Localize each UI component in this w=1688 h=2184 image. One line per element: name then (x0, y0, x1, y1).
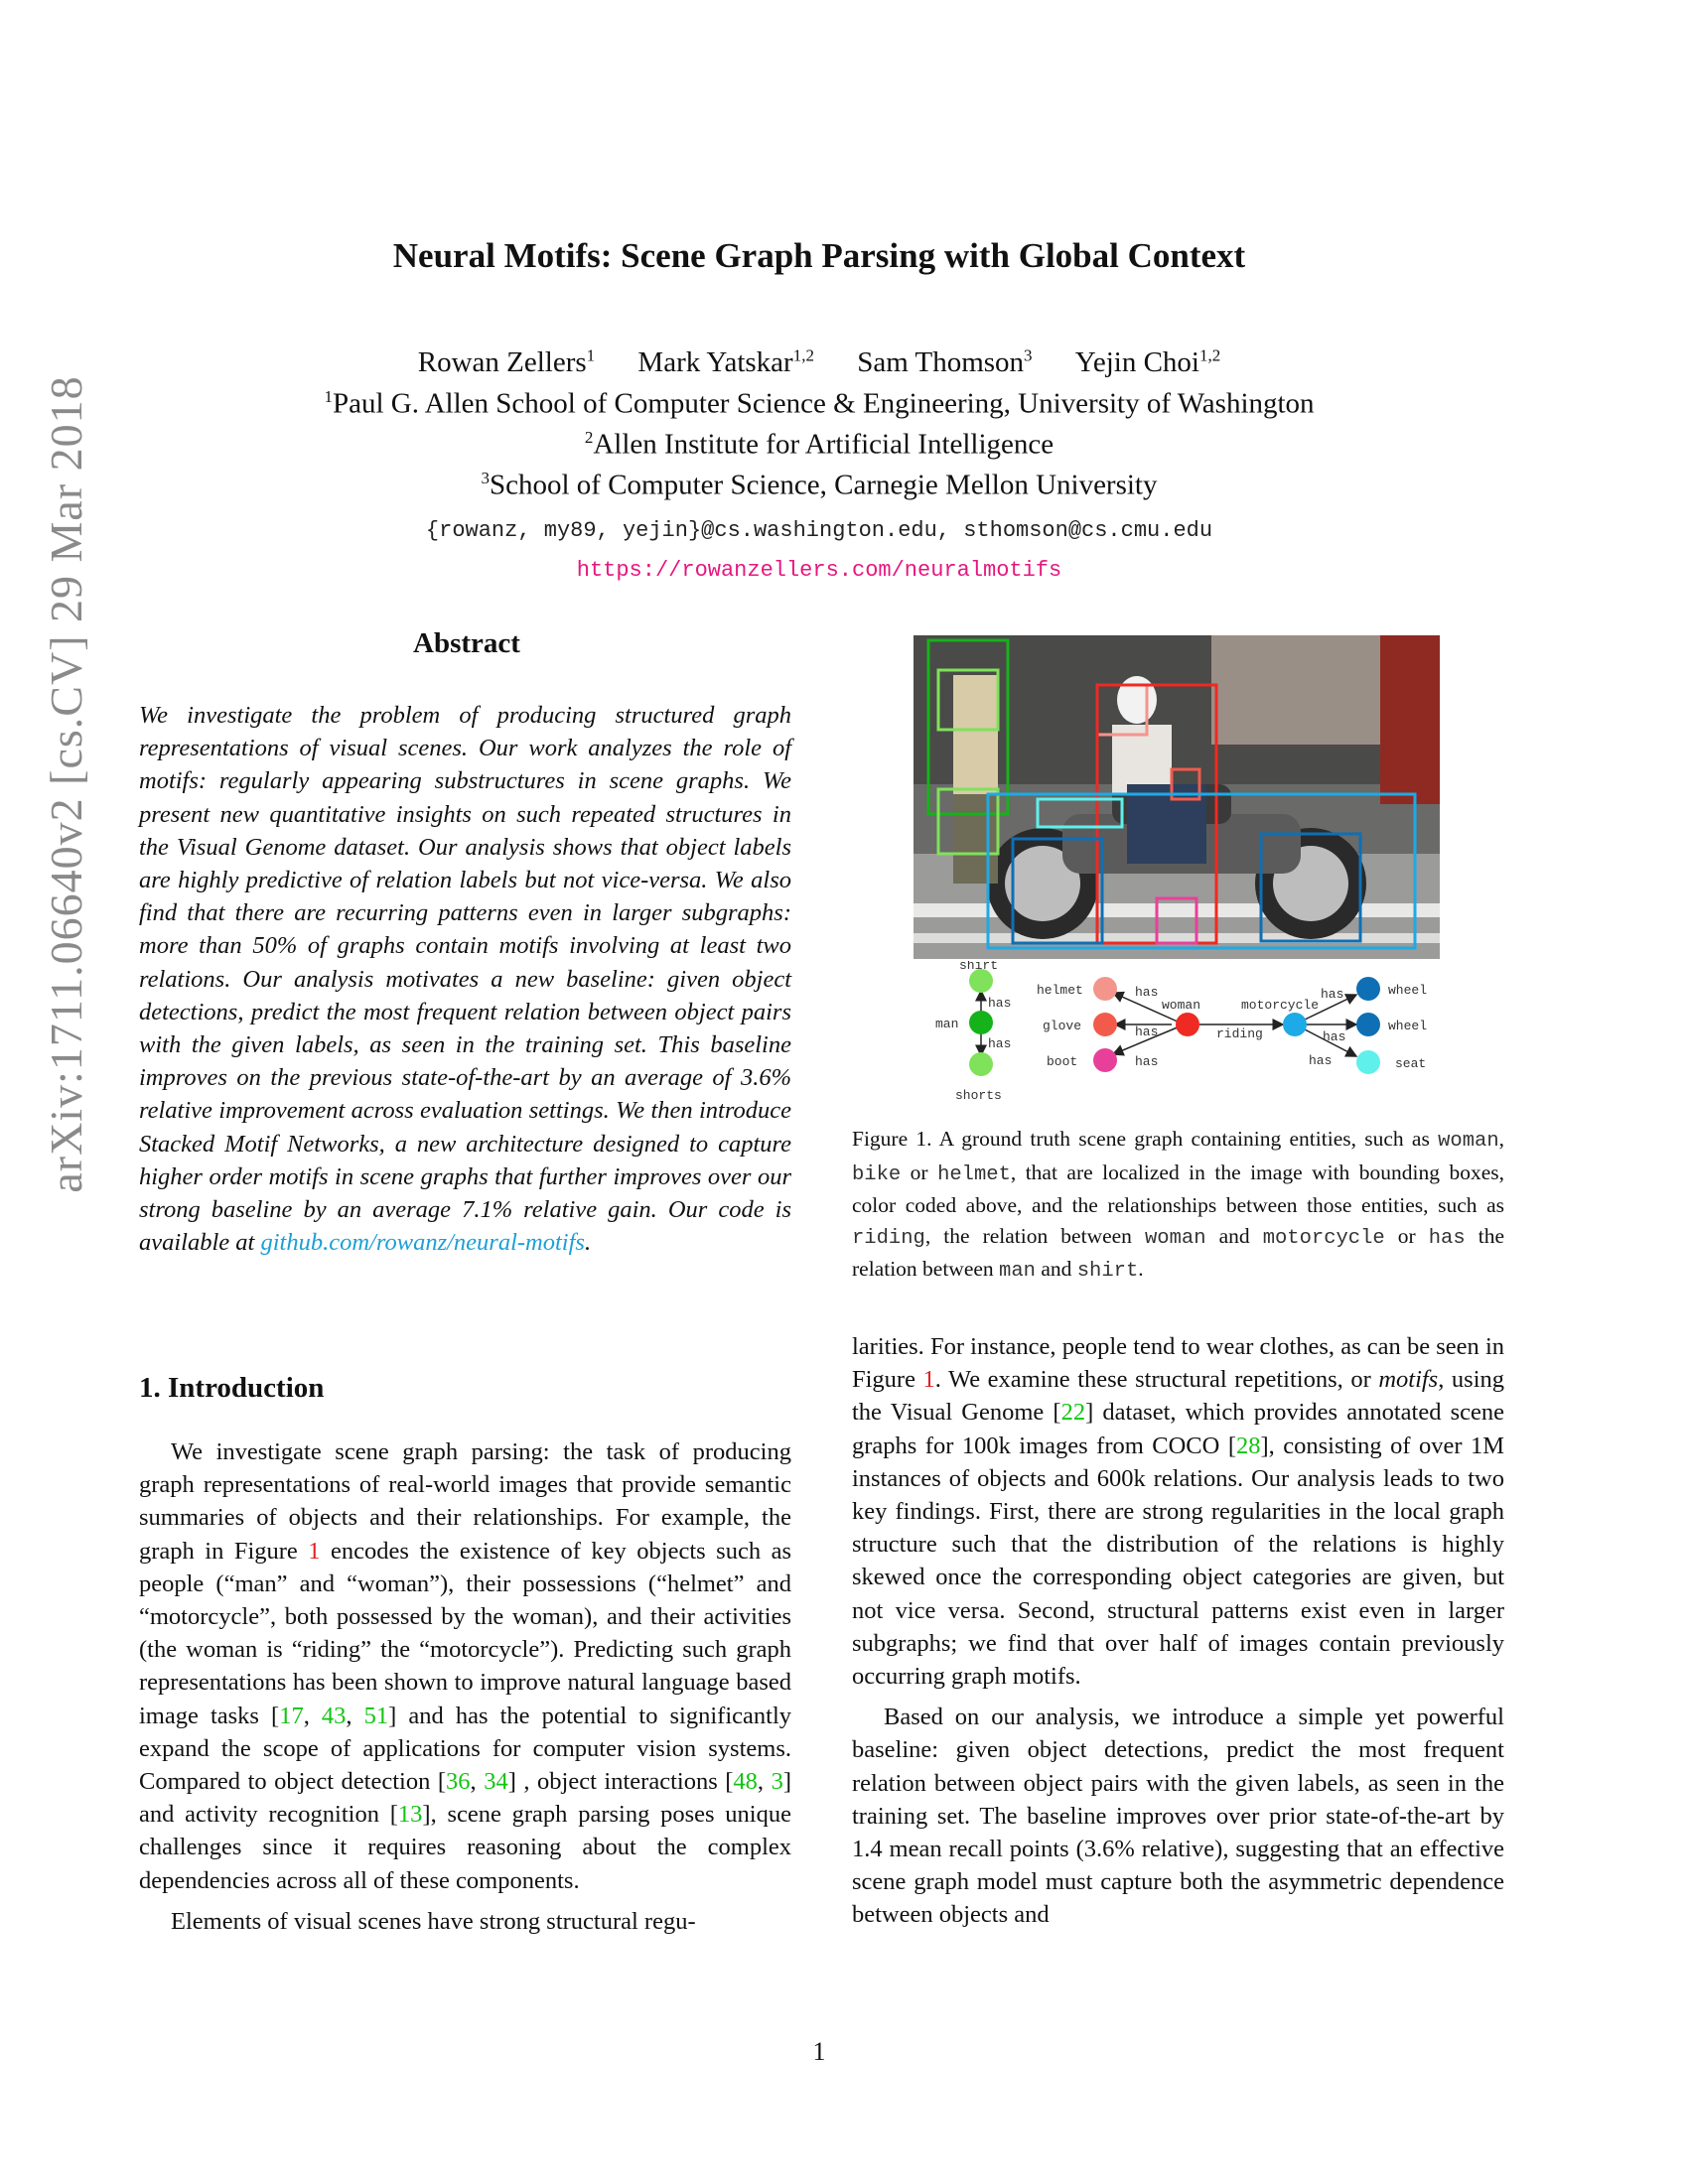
node-label: wheel (1388, 983, 1428, 998)
citation-link[interactable]: 36 (446, 1768, 471, 1796)
edge-label: has (988, 996, 1012, 1011)
node-label: helmet (1037, 983, 1083, 998)
scene-graph-diagram (914, 961, 1440, 1108)
node-label: woman (1162, 998, 1201, 1013)
intro-paragraph: larities. For instance, people tend to wear clothes, as can be seen in Figure 1. We examine these structural repetitions, or motifs, using the Visual Genome [22] dataset, which provides annotated scene graphs for 100k images from COCO [28], consisting of over 1M instances of objects and 600k relations. Our analysis leads to two key findings. First, there are strong regularities in the local graph structure such that the distribution of the relations is highly skewed once the corresponding object categories are given, but not vice versa. Second, structural patterns exist even in larger subgraphs; we find that over half of images contain previously occurring graph motifs. (852, 1333, 1505, 1691)
edge-label: has (1135, 1054, 1159, 1069)
affiliation-1: $^1$Paul G. Allen School of Computer Science & Engineering, University of Washington (324, 387, 1315, 420)
intro-column-left (139, 1435, 791, 1938)
figure-ref-link[interactable]: 1 (308, 1537, 321, 1565)
intro-column-right (852, 1330, 1504, 1932)
node-label: shorts (955, 1088, 1002, 1103)
intro-paragraph: Elements of visual scenes have strong structural regu- (171, 1907, 696, 1935)
citation-link[interactable]: 48 (733, 1768, 758, 1796)
author: Yejin Choi$^{1,2}$ (1074, 345, 1221, 378)
affiliation-3: $^3$School of Computer Science, Carnegie Mellon University (481, 469, 1158, 501)
author: Sam Thomson$^3$ (857, 345, 1033, 378)
paper-title: Neural Motifs: Scene Graph Parsing with Global Context (392, 236, 1246, 275)
author: Rowan Zellers$^1$ (417, 345, 596, 378)
node-label: motorcycle (1241, 998, 1320, 1013)
citation-link[interactable]: 13 (397, 1801, 423, 1829)
author-emails: {rowanz, my89, yejin}@cs.washington.edu, sthomson@cs.cmu.edu (425, 518, 1213, 543)
citation-link[interactable]: 51 (363, 1702, 389, 1729)
edge-label: has (988, 1036, 1012, 1051)
graph-node-shorts (969, 1052, 993, 1076)
abstract-heading: Abstract (413, 627, 520, 659)
abstract-text: We investigate the problem of producing structured graph representations of visual scenes. Our work analyzes the role of motifs: regularly appearing substructures in scene graphs. We present new quantitative insights on such repeated structures in the Visual Genome dataset. Our analysis shows that object labels are highly predictive of relation labels but not vice-versa. We also find that there are recurring patterns even in larger subgraphs: more than 50% of graphs contain motifs involving at least two relations. Our analysis motivates a new baseline: given object detections, predict the most frequent relation between object pairs with the given labels, as seen in the training set. This baseline improves on the previous state-of-the-art by an average of 3.6% relative improvement across evaluation settings. We then introduce Stacked Motif Networks, a new architecture designed to capture higher order motifs in scene graphs that further improves over our strong baseline by an average 7.1% relative gain. Our code is available at github.com/rowanz/neural-motifs. (139, 702, 791, 1257)
affiliation-2: $^2$Allen Institute for Artificial Intelligence (584, 428, 1055, 461)
graph-node-boot (1093, 1048, 1117, 1072)
edge-label: has (1323, 1029, 1346, 1044)
code-link[interactable]: github.com/rowanz/neural-motifs (260, 1229, 585, 1257)
node-label: seat (1395, 1056, 1427, 1071)
edge-label: has (1321, 987, 1344, 1002)
node-label: shirt (959, 961, 999, 973)
graph-node-wheel (1356, 1013, 1380, 1036)
citation-link[interactable]: 3 (771, 1768, 783, 1796)
edge-label: riding (1216, 1026, 1263, 1041)
node-label: wheel (1388, 1019, 1428, 1033)
graph-node-seat (1356, 1050, 1380, 1074)
edge-label: has (1309, 1053, 1333, 1068)
figure-photo (914, 635, 1440, 959)
citation-link[interactable]: 22 (1060, 1399, 1086, 1427)
graph-node-glove (1093, 1013, 1117, 1036)
graph-node-man (969, 1011, 993, 1034)
graph-node-motorcycle (1283, 1013, 1307, 1036)
edge-label: has (1135, 985, 1159, 1000)
intro-paragraph: We investigate scene graph parsing: the task of producing graph representations of real-world images that provide semantic summaries of objects and their relationships. For example, the graph in Figure 1 encodes the existence of key objects such as people (“man” and “woman”), their possessions (“helmet” and “motorcycle”, both possessed by the woman), and their activities (the woman is “riding” the “motorcycle”). Predicting such graph representations has been shown to improve natural language based image tasks [17, 43, 51] and has the potential to significantly expand the scope of applications for computer vision systems. Compared to object detection [36, 34] , object interactions [48, 3] and activity recognition [13], scene graph parsing poses unique challenges since it requires reasoning about the complex dependencies across all of these components. (139, 1438, 792, 1894)
graph-node-woman (1176, 1013, 1199, 1036)
arxiv-sidebar-stamp: arXiv:1711.06640v2 [cs.CV] 29 Mar 2018 (41, 375, 91, 1193)
author-list (0, 345, 1638, 379)
citation-link[interactable]: 43 (321, 1702, 347, 1729)
citation-link[interactable]: 34 (484, 1768, 508, 1796)
node-label: glove (1043, 1019, 1082, 1033)
edge-label: has (1135, 1024, 1159, 1039)
graph-node-helmet (1093, 977, 1117, 1001)
intro-paragraph: Based on our analysis, we introduce a simple yet powerful baseline: given object detections, predict the most frequent relation between object pairs with the given labels, as seen in the training set. The baseline improves over prior state-of-the-art by 1.4 mean recall points (3.6% relative), suggesting that an effective scene graph model must capture both the asymmetric dependence between objects and (852, 1704, 1504, 1929)
citation-link[interactable]: 17 (279, 1702, 304, 1729)
figure-caption: Figure 1. A ground truth scene graph containing entities, such as woman, bike or helmet, that are localized in the image with bounding boxes, color coded above, and the relationships between those entities, such as riding, the relation between woman and motorcycle or has the relation between man and shirt. (852, 1127, 1504, 1283)
figure-ref-link[interactable]: 1 (922, 1366, 935, 1394)
page-number: 1 (812, 2037, 826, 2066)
node-label: boot (1047, 1054, 1078, 1069)
citation-link[interactable]: 28 (1235, 1432, 1261, 1459)
project-url-link[interactable]: https://rowanzellers.com/neuralmotifs (576, 558, 1062, 583)
author: Mark Yatskar$^{1,2}$ (637, 345, 814, 378)
graph-node-wheel (1356, 977, 1380, 1001)
node-label: man (935, 1017, 959, 1031)
section-heading-introduction: 1. Introduction (139, 1372, 325, 1404)
